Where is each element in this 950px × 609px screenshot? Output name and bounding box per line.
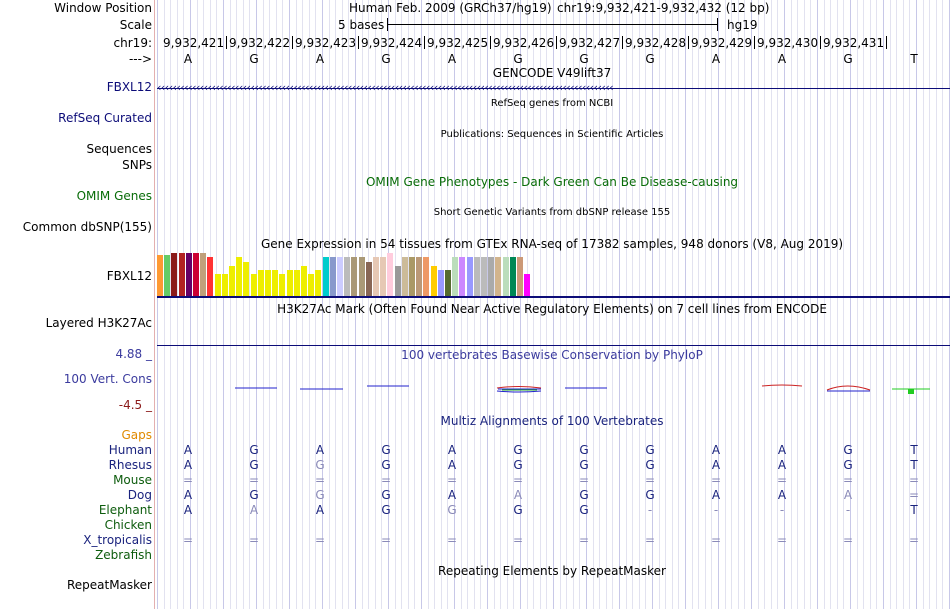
aligned-base: = [908,533,920,547]
species-label-x-tropicalis[interactable]: X_tropicalis [83,533,152,547]
gtex-tissue-bar[interactable] [157,255,163,296]
gtex-tissue-bar[interactable] [495,257,501,296]
gtex-tissue-bar[interactable] [423,257,429,296]
aligned-base: = [776,533,788,547]
gtex-tissue-bar[interactable] [258,270,264,296]
phylop-positive-marks [235,386,607,389]
aligned-base: T [910,443,918,457]
gtex-tissue-bar[interactable] [474,257,480,296]
strand-label: ---> [128,52,152,66]
reference-base: G [645,52,655,66]
ruler-coordinate: 9,932,431 [823,36,885,50]
track-label-snps[interactable]: SNPs [122,158,152,172]
species-label-chicken[interactable]: Chicken [104,518,152,532]
aligned-base: - [845,503,851,517]
aligned-base: = [446,473,458,487]
ruler-tick [424,36,425,49]
gtex-tissue-bar[interactable] [315,270,321,296]
refseq-track-title: RefSeq genes from NCBI [490,98,614,109]
aligned-base: = [314,533,326,547]
gtex-tissue-bar[interactable] [481,257,487,296]
species-label-rhesus[interactable]: Rhesus [108,458,152,472]
gtex-tissue-bar[interactable] [164,255,170,296]
aligned-base: A [711,488,721,502]
gtex-tissue-bar[interactable] [445,270,451,296]
aligned-base: A [711,458,721,472]
aligned-base: A [777,443,787,457]
aligned-base: A [513,488,523,502]
reference-base: G [381,52,391,66]
aligned-base: G [249,488,259,502]
gtex-tissue-bar[interactable] [524,274,530,296]
gtex-tissue-bar[interactable] [301,266,307,296]
species-label-human[interactable]: Human [108,443,152,457]
gtex-tissue-bar[interactable] [171,253,177,296]
aligned-base: = [842,533,854,547]
aligned-base: = [908,473,920,487]
h3k27ac-track-title: H3K27Ac Mark (Often Found Near Active Regulatory Elements) on 7 cell lines from ENCODE [277,302,827,316]
aligned-base: = [842,473,854,487]
gtex-tissue-bar[interactable] [467,257,473,296]
ruler-coordinate: 9,932,429 [691,36,753,50]
species-label-zebrafish[interactable]: Zebrafish [95,548,152,562]
scale-bar-left-cap [387,18,388,31]
chromosome-label: chr19: [113,36,152,50]
aligned-base: A [183,458,193,472]
aligned-base: G [843,458,853,472]
aligned-base: A [777,458,787,472]
aligned-base: A [447,443,457,457]
aligned-base: G [249,443,259,457]
ruler-tick [358,36,359,49]
ruler-coordinate: 9,932,426 [493,36,555,50]
repeatmasker-track-title: Repeating Elements by RepeatMasker [438,564,666,578]
aligned-base: = [182,533,194,547]
gtex-tissue-bar[interactable] [366,262,372,296]
aligned-base: G [579,443,589,457]
aligned-base: A [249,503,259,517]
aligned-base: A [183,503,193,517]
aligned-base: G [513,458,523,472]
aligned-base: G [843,443,853,457]
ruler-coordinate: 9,932,421 [163,36,225,50]
aligned-base: = [512,473,524,487]
label-column-divider[interactable] [154,0,155,609]
ruler-coordinate: 9,932,422 [229,36,291,50]
gtex-tissue-bar[interactable] [416,257,422,296]
gtex-tissue-bar[interactable] [251,274,257,296]
gtex-tissue-bar[interactable] [294,270,300,296]
scale-label: Scale [119,18,152,32]
gtex-tissue-bar[interactable] [359,257,365,296]
aligned-base: G [579,458,589,472]
track-label-100-vert-cons[interactable]: 100 Vert. Cons [63,372,152,386]
gtex-tissue-bar[interactable] [265,270,271,296]
aligned-base: A [315,443,325,457]
gtex-tissue-bar[interactable] [279,274,285,296]
window-position-label: Window Position [54,1,152,15]
aligned-base: A [447,458,457,472]
track-label-layered-h3k27ac[interactable]: Layered H3K27Ac [45,316,152,330]
dbsnp-track-title: Short Genetic Variants from dbSNP release 155 [433,207,671,218]
aligned-base: = [248,533,260,547]
aligned-base: = [776,473,788,487]
gencode-track-title: GENCODE V49lift37 [492,66,612,80]
gtex-tissue-bar[interactable] [387,253,393,296]
assembly-title: Human Feb. 2009 (GRCh37/hg19) [349,1,552,15]
reference-base: G [579,52,589,66]
aligned-base: G [315,488,325,502]
aligned-base: = [644,473,656,487]
ruler-tick [622,36,623,49]
aligned-base: G [579,488,589,502]
aligned-base: T [910,503,918,517]
reference-base: A [183,52,193,66]
gtex-tissue-bar[interactable] [186,253,192,296]
ruler-coordinate: 9,932,428 [625,36,687,50]
aligned-base: = [710,473,722,487]
aligned-base: A [315,503,325,517]
gtex-tissue-bar[interactable] [452,257,458,296]
gtex-tissue-bar[interactable] [431,266,437,296]
ruler-tick [754,36,755,49]
gtex-tissue-bar[interactable] [215,274,221,296]
gtex-tissue-bar[interactable] [373,257,379,296]
aligned-base: = [710,533,722,547]
aligned-base: G [381,488,391,502]
ruler-coordinate: 9,932,424 [361,36,423,50]
h3k27ac-separator [157,345,950,346]
track-label-gtex-fbxl12[interactable]: FBXL12 [106,269,152,283]
ruler-coordinate: 9,932,430 [757,36,819,50]
aligned-base: G [249,458,259,472]
gtex-tissue-bar[interactable] [380,257,386,296]
gtex-tissue-bar[interactable] [323,257,329,296]
gtex-tissue-bar[interactable] [308,274,314,296]
aligned-base: - [647,503,653,517]
gtex-tissue-bar[interactable] [402,257,408,296]
ruler-coordinate: 9,932,425 [427,36,489,50]
track-label-omim-genes[interactable]: OMIM Genes [76,189,152,203]
reference-base: A [447,52,457,66]
aligned-base: A [843,488,853,502]
gtex-tissue-bar[interactable] [193,253,199,296]
aligned-base: A [711,443,721,457]
ruler-tick [556,36,557,49]
aligned-base: G [645,458,655,472]
gtex-tissue-bar[interactable] [229,266,235,296]
scale-db-label: hg19 [727,18,758,32]
ruler-tick [820,36,821,49]
scale-bar [387,24,718,25]
aligned-base: A [183,488,193,502]
aligned-base: T [910,458,918,472]
aligned-base: G [513,443,523,457]
gtex-tissue-bar[interactable] [459,257,465,296]
aligned-base: = [578,533,590,547]
fbxl12-gene-model[interactable] [157,81,950,95]
ruler-tick [226,36,227,49]
reference-base: A [315,52,325,66]
reference-base: A [711,52,721,66]
aligned-base: G [381,503,391,517]
reference-base: G [513,52,523,66]
window-position-value: chr19:9,932,421-9,932,432 (12 bp) [557,1,770,15]
scale-bar-text: 5 bases [338,18,385,32]
aligned-base: = [908,488,920,502]
gtex-tissue-bar[interactable] [272,270,278,296]
gtex-tissue-bar[interactable] [287,270,293,296]
track-label-common-dbsnp[interactable]: Common dbSNP(155) [22,220,152,234]
aligned-base: = [380,473,392,487]
conservation-max-label: 4.88 _ [115,347,152,361]
gtex-tissue-bar[interactable] [200,253,206,296]
scale-bar-right-cap [717,18,718,31]
gtex-tissue-bar[interactable] [395,266,401,296]
aligned-base: = [578,473,590,487]
species-label-dog[interactable]: Dog [127,488,152,502]
gtex-tissue-bar[interactable] [503,257,509,296]
gtex-tissue-bar[interactable] [330,257,336,296]
gtex-track-title: Gene Expression in 54 tissues from GTEx RNA-seq of 17382 samples, 948 donors (V8, Aug 2019) [260,237,844,251]
publications-track-title: Publications: Sequences in Scientific Articles [440,129,664,140]
track-label-fbxl12-gencode[interactable]: FBXL12 [106,80,152,94]
multiz-track-title: Multiz Alignments of 100 Vertebrates [440,414,664,428]
ruler-tick [886,36,887,49]
aligned-base: G [447,503,457,517]
gtex-tissue-bar[interactable] [517,257,523,296]
aligned-base: G [381,443,391,457]
track-label-refseq-curated[interactable]: RefSeq Curated [58,111,152,125]
phylop-negative-marks [762,385,870,391]
aligned-base: A [447,488,457,502]
reference-base: T [910,52,918,66]
gtex-expression-bars[interactable] [157,252,537,296]
aligned-base: A [183,443,193,457]
phylop-green-mark [892,389,930,394]
aligned-base: = [380,533,392,547]
gtex-tissue-bar[interactable] [351,257,357,296]
track-label-sequences[interactable]: Sequences [86,142,152,156]
ruler-tick [292,36,293,49]
aligned-base: = [314,473,326,487]
gtex-tissue-bar[interactable] [207,257,213,296]
aligned-base: = [512,533,524,547]
aligned-base: = [644,533,656,547]
aligned-base: - [713,503,719,517]
track-label-repeatmasker[interactable]: RepeatMasker [66,578,152,592]
reference-base: G [249,52,259,66]
species-label-elephant[interactable]: Elephant [98,503,152,517]
reference-base: A [777,52,787,66]
gtex-tissue-bar[interactable] [344,257,350,296]
ruler-coordinate: 9,932,427 [559,36,621,50]
gtex-tissue-bar[interactable] [243,262,249,296]
conservation-min-label: -4.5 _ [118,398,152,412]
aligned-base: - [779,503,785,517]
aligned-base: G [579,503,589,517]
gtex-track-baseline [157,296,950,298]
species-label-mouse[interactable]: Mouse [113,473,152,487]
aligned-base: G [315,458,325,472]
gtex-tissue-bar[interactable] [488,257,494,296]
gtex-tissue-bar[interactable] [438,270,444,296]
gtex-tissue-bar[interactable] [236,257,242,296]
aligned-base: G [381,458,391,472]
aligned-base: = [182,473,194,487]
ruler-tick [688,36,689,49]
phylop-track-title: 100 vertebrates Basewise Conservation by PhyloP [401,348,703,362]
aligned-base: A [777,488,787,502]
aligned-base: = [248,473,260,487]
ruler-coordinate: 9,932,423 [295,36,357,50]
gtex-tissue-bar[interactable] [337,257,343,296]
aligned-base: G [645,488,655,502]
reference-base: G [843,52,853,66]
ruler-tick [490,36,491,49]
minus-strand-arrows: ‹‹‹‹‹‹‹‹‹‹‹‹‹‹‹‹‹‹‹‹‹‹‹‹‹‹‹‹‹‹‹‹‹‹‹‹‹‹‹‹‹‹‹‹‹‹‹‹‹‹‹‹‹‹‹‹‹‹‹‹‹‹‹‹‹‹‹‹‹‹‹‹‹‹‹‹‹‹‹‹‹‹‹‹‹‹‹‹‹‹‹‹‹‹‹‹‹‹‹‹‹‹‹‹‹‹‹‹‹‹‹‹‹‹‹‹‹ [157,81,614,94]
aligned-base: G [645,443,655,457]
aligned-base: G [513,503,523,517]
gtex-tissue-bar[interactable] [222,274,228,296]
gtex-tissue-bar[interactable] [510,257,516,296]
track-label-gaps[interactable]: Gaps [121,428,152,442]
aligned-base: = [446,533,458,547]
omim-track-title: OMIM Gene Phenotypes - Dark Green Can Be Disease-causing [365,175,739,189]
gtex-tissue-bar[interactable] [409,257,415,296]
phylop-conservation-plot[interactable] [157,376,950,398]
gtex-tissue-bar[interactable] [179,253,185,296]
